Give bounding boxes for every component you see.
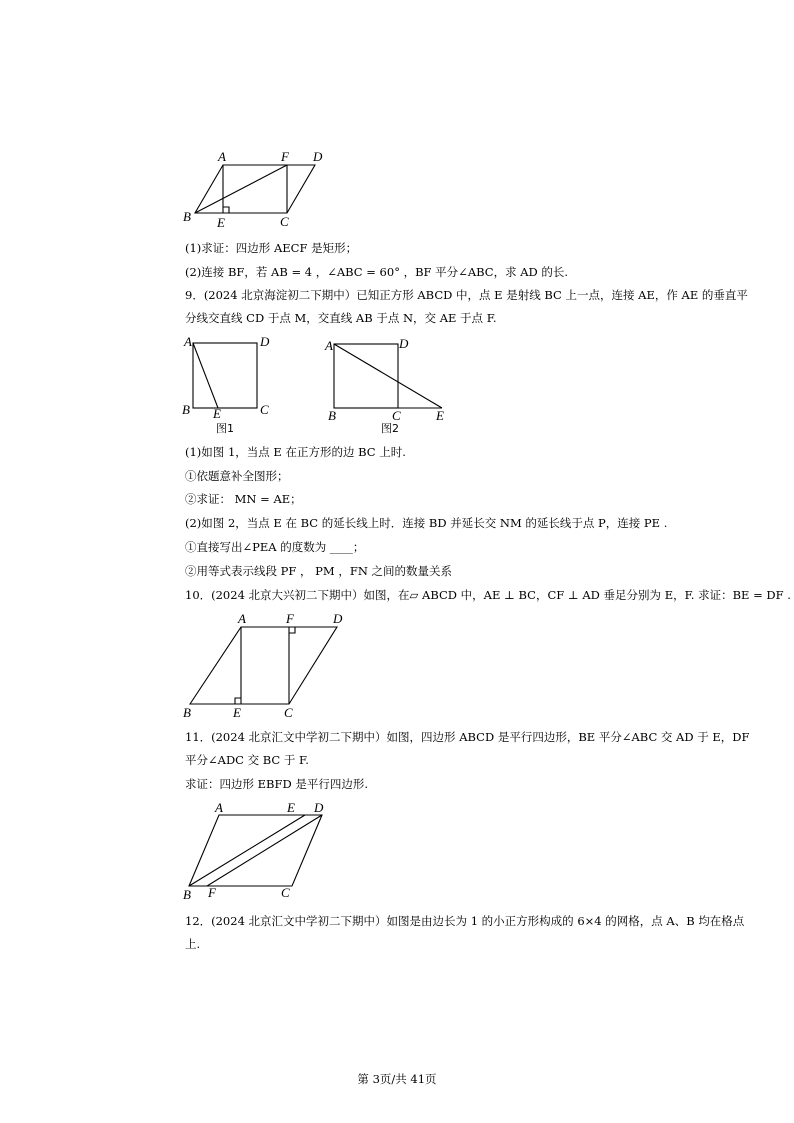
label-A: A <box>184 334 192 349</box>
figure-caption: 图1 <box>216 422 234 435</box>
label-C: C <box>280 214 289 229</box>
label-A: A <box>238 611 246 626</box>
q8-part2: (2)连接 BF，若 AB = 4 ，∠ABC = 60° ，BF 平分∠ABC，求 AD 的长. <box>185 265 569 279</box>
figure-q9-fig2 <box>322 334 452 436</box>
label-B: B <box>183 209 191 224</box>
q9-part2: (2)如图 2，当点 E 在 BC 的延长线上时．连接 BD 并延长交 NM 的延长线于点 P，连接 PE . <box>185 516 668 530</box>
q8-part1: (1)求证：四边形 AECF 是矩形； <box>185 241 358 255</box>
q11-stem-line2: 平分∠ADC 交 BC 于 F. <box>185 753 309 767</box>
label-E: E <box>436 408 444 423</box>
label-D: D <box>333 611 343 626</box>
label-B: B <box>183 887 191 902</box>
figure-q11-parallelogram <box>180 798 340 902</box>
label-F: F <box>281 149 289 164</box>
label-E: E <box>287 800 295 815</box>
q9-part1-a: ①依题意补全图形； <box>185 469 289 483</box>
page-footer: 第 3页/共 41页 <box>357 1072 437 1086</box>
q11-stem-line1: 11．(2024 北京汇文中学初二下期中）如图，四边形 ABCD 是平行四边形，BE 平分∠ABC 交 AD 于 E，DF <box>185 730 750 744</box>
figure-q10-parallelogram <box>180 611 355 721</box>
q10-stem: 10．(2024 北京大兴初二下期中）如图，在▱ ABCD 中，AE ⊥ BC，CF ⊥ AD 垂足分别为 E，F. 求证：BE = DF . <box>185 588 791 602</box>
label-A: A <box>218 149 226 164</box>
q12-stem-line1: 12．(2024 北京汇文中学初二下期中）如图是由边长为 1 的小正方形构成的 6×4 的网格，点 A、B 均在格点 <box>185 914 745 928</box>
label-F: F <box>286 611 294 626</box>
label-B: B <box>328 408 336 423</box>
label-C: C <box>260 402 269 417</box>
q9-part2-a: ①直接写出∠PEA 的度数为 ____； <box>185 540 365 554</box>
label-A: A <box>215 800 223 815</box>
label-D: D <box>313 149 323 164</box>
figure-q9-fig1 <box>180 334 280 436</box>
label-C: C <box>281 885 290 900</box>
label-A: A <box>325 338 333 353</box>
label-F: F <box>208 885 216 900</box>
label-B: B <box>182 402 190 417</box>
q9-part2-b: ②用等式表示线段 PF ， PM ，FN 之间的数量关系 <box>185 564 453 578</box>
figure-q8-parallelogram <box>180 148 340 232</box>
q11-prove: 求证：四边形 EBFD 是平行四边形. <box>185 777 369 791</box>
label-D: D <box>314 800 324 815</box>
label-E: E <box>213 406 221 421</box>
label-E: E <box>233 705 241 720</box>
label-D: D <box>260 334 270 349</box>
label-E: E <box>217 215 225 230</box>
label-D: D <box>399 336 409 351</box>
q12-stem-line2: 上. <box>185 937 201 951</box>
label-C: C <box>284 705 293 720</box>
q9-part1: (1)如图 1，当点 E 在正方形的边 BC 上时. <box>185 445 406 459</box>
figure-caption: 图2 <box>381 422 399 435</box>
label-B: B <box>183 705 191 720</box>
q9-stem-line2: 分线交直线 CD 于点 M，交直线 AB 于点 N，交 AE 于点 F. <box>185 311 497 325</box>
label-C: C <box>392 408 401 423</box>
q9-stem-line1: 9．(2024 北京海淀初二下期中）已知正方形 ABCD 中，点 E 是射线 BC 上一点，连接 AE，作 AE 的垂直平 <box>185 288 748 302</box>
q9-part1-b: ②求证： MN = AE； <box>185 492 302 506</box>
